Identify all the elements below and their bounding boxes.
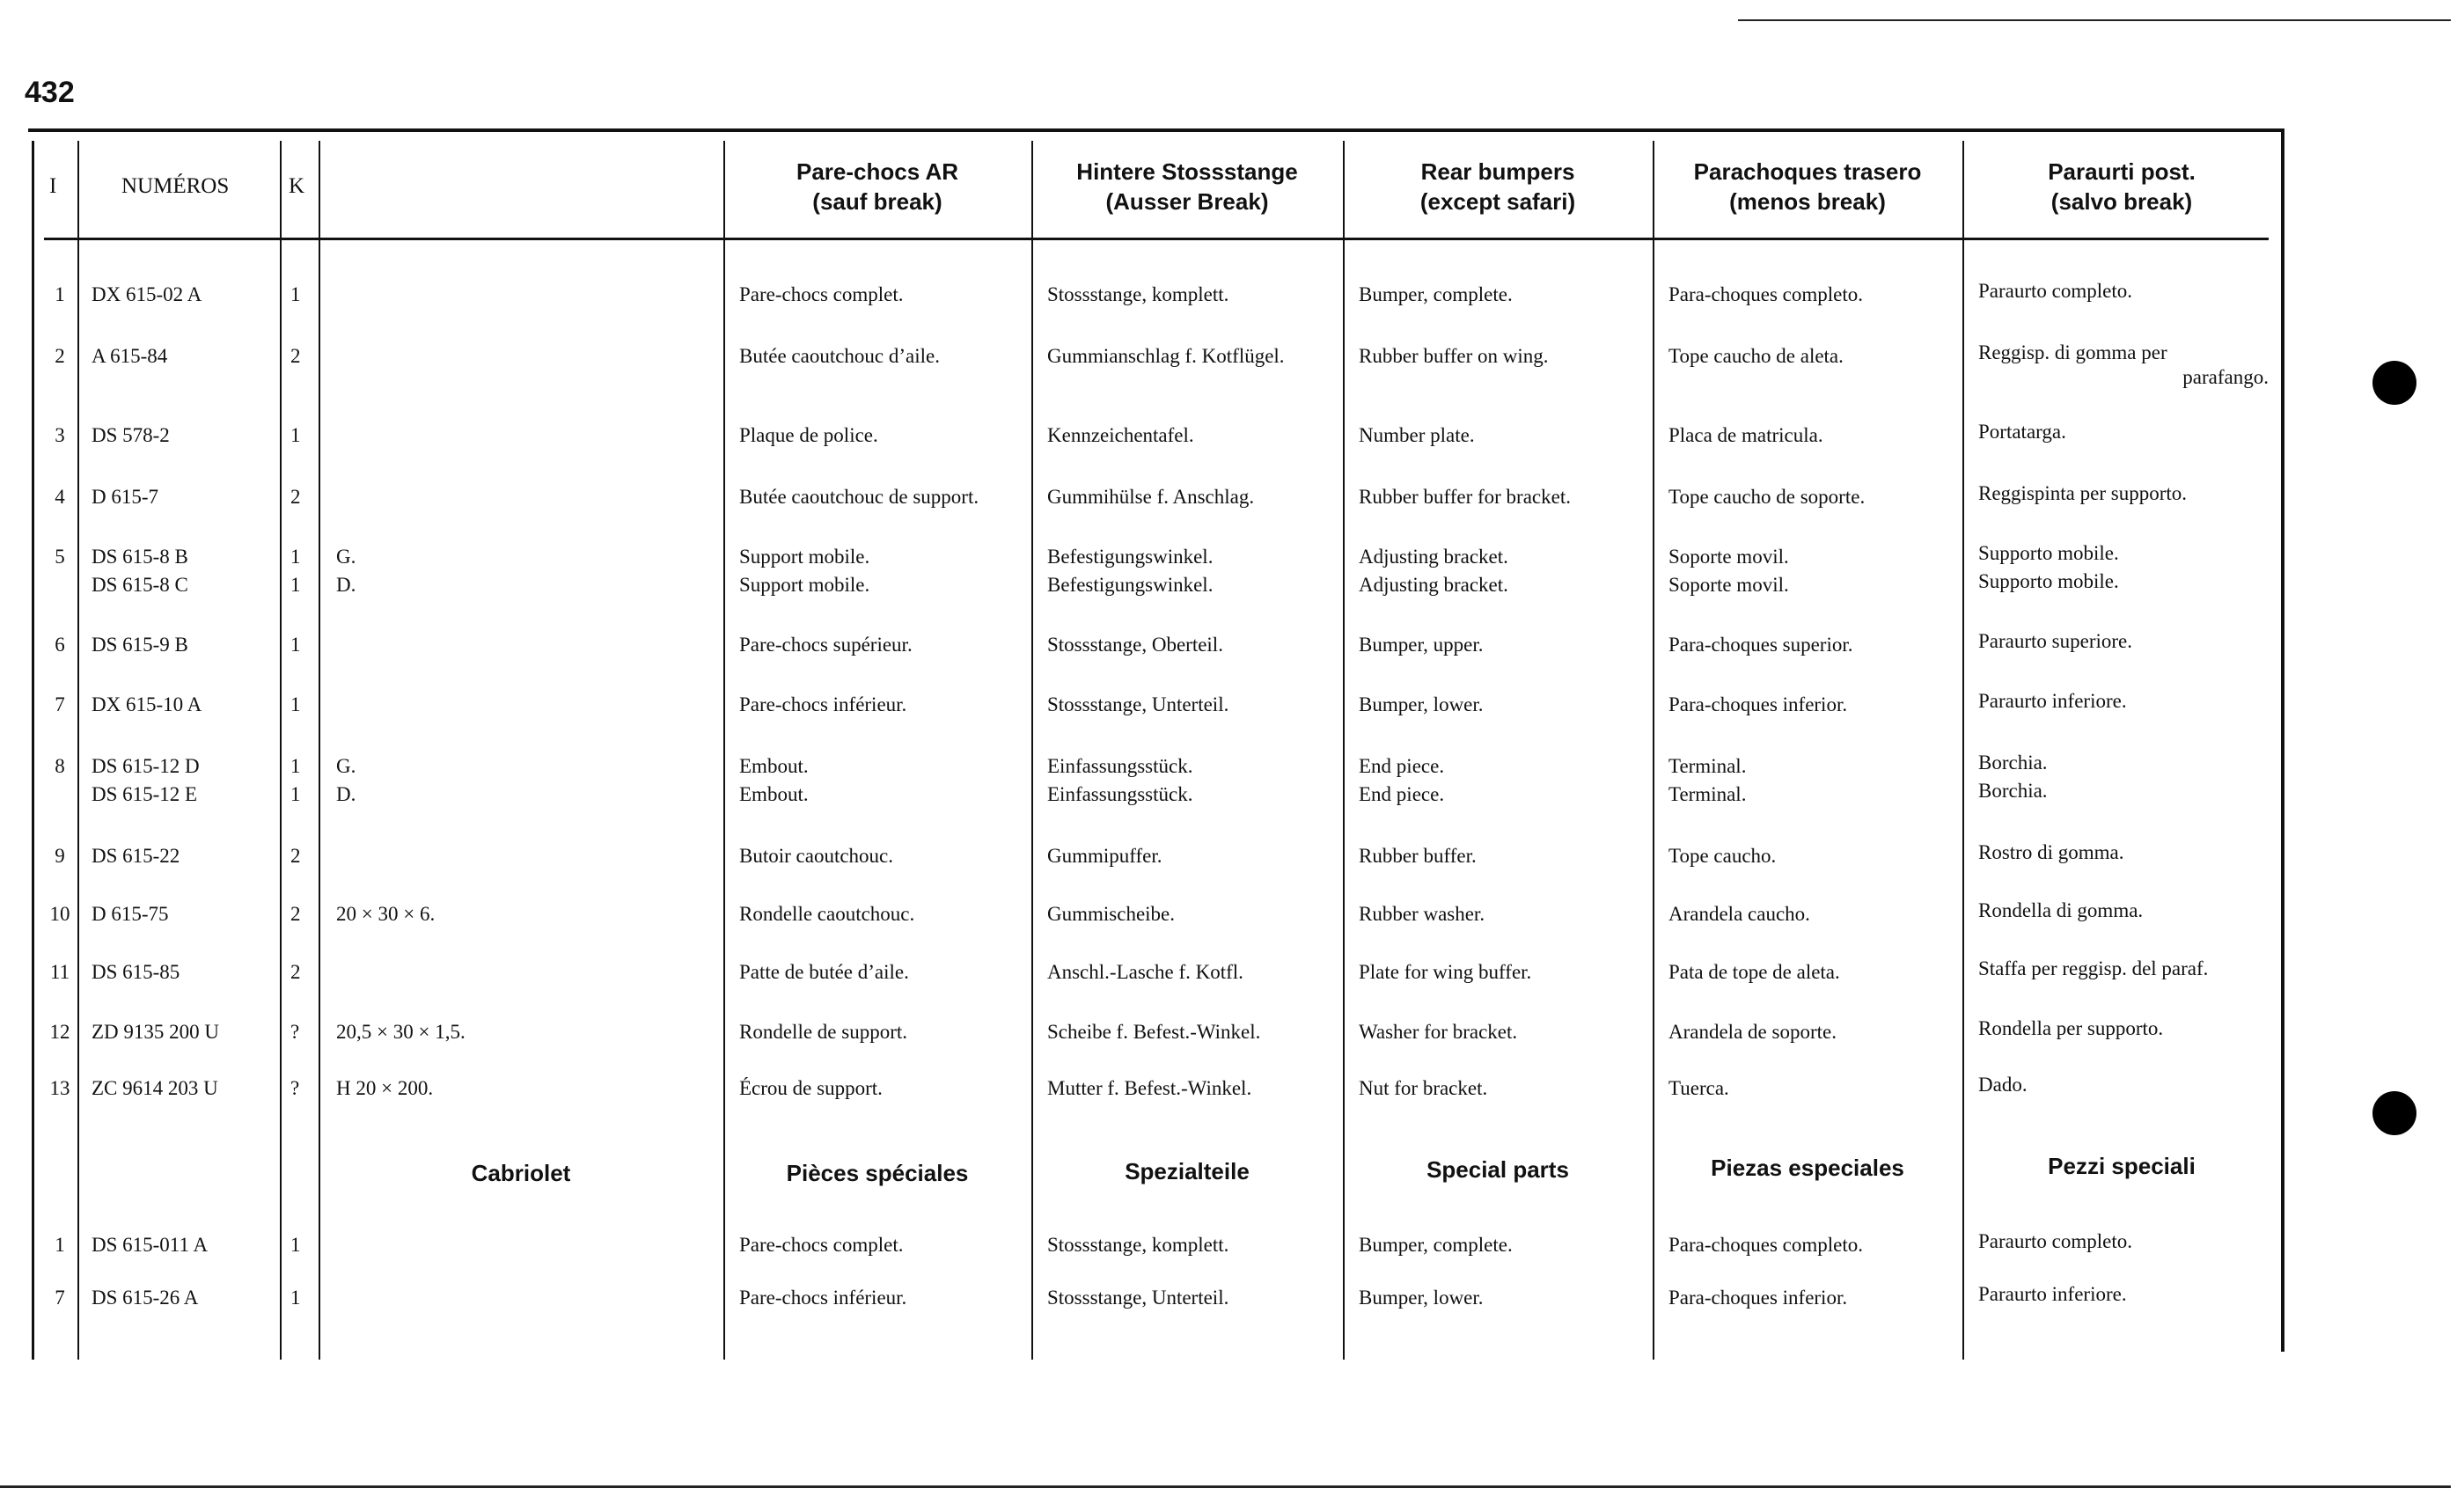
col-line-left <box>32 141 34 1360</box>
cell-fr: Embout. <box>739 755 809 777</box>
cell-fr: Embout. <box>739 783 809 805</box>
cell-it: Paraurto superiore. <box>1978 630 2132 652</box>
cell-it: Reggispinta per supporto. <box>1978 482 2187 504</box>
cell-note: 20,5 × 30 × 1,5. <box>336 1021 466 1043</box>
cell-note: D. <box>336 783 356 805</box>
cell-num: D 615-75 <box>92 903 169 925</box>
header-numeros: NUMÉROS <box>121 174 230 198</box>
section-german: Spezialteile <box>1125 1158 1250 1184</box>
cell-i: 12 <box>49 1021 70 1043</box>
cell-en: Rubber buffer on wing. <box>1359 345 1549 367</box>
cell-de: Gummianschlag f. Kotflügel. <box>1047 345 1285 367</box>
cell-de: Befestigungswinkel. <box>1047 574 1214 596</box>
cell-de: Stossstange, Oberteil. <box>1047 634 1223 656</box>
cell-i: 4 <box>55 486 65 508</box>
header-english <box>1345 157 1651 216</box>
punch-hole-bottom <box>2372 1091 2416 1135</box>
header-spanish-line2: (menos break) <box>1729 188 1886 215</box>
header-german-line2: (Ausser Break) <box>1105 188 1269 215</box>
section-cell-k: 1 <box>290 1287 301 1309</box>
cell-i: 6 <box>55 634 65 656</box>
cell-it: Paraurto completo. <box>1978 280 2133 302</box>
cell-en: Rubber buffer for bracket. <box>1359 486 1571 508</box>
cell-num: DS 578-2 <box>92 424 170 446</box>
cell-es: Para-choques superior. <box>1668 634 1853 656</box>
cell-es: Para-choques completo. <box>1668 283 1863 305</box>
cell-i: 3 <box>55 424 65 446</box>
cell-note: G. <box>336 546 356 568</box>
section-english: Special parts <box>1426 1156 1569 1183</box>
cell-k: 1 <box>290 634 301 656</box>
cell-num: A 615-84 <box>92 345 168 367</box>
section-cell-fr: Pare-chocs inférieur. <box>739 1287 907 1309</box>
cell-k: 1 <box>290 546 301 568</box>
section-cabriolet: Cabriolet <box>471 1160 571 1186</box>
cell-en: Adjusting bracket. <box>1359 546 1508 568</box>
cell-i: 7 <box>55 693 65 715</box>
cell-k: ? <box>290 1021 300 1043</box>
cell-num: ZD 9135 200 U <box>92 1021 220 1043</box>
cell-k: 2 <box>290 486 301 508</box>
cell-fr: Pare-chocs inférieur. <box>739 693 907 715</box>
cell-en: Plate for wing buffer. <box>1359 961 1532 983</box>
header-i: I <box>49 174 57 198</box>
header-spanish <box>1654 157 1961 216</box>
section-french: Pièces spéciales <box>786 1160 969 1186</box>
section-cell-it: Paraurto inferiore. <box>1978 1283 2127 1305</box>
cell-it: Portatarga. <box>1978 421 2066 443</box>
header-rule <box>44 238 2269 240</box>
section-spanish: Piezas especiales <box>1711 1155 1904 1181</box>
section-cell-es: Para-choques completo. <box>1668 1234 1863 1256</box>
cell-en: Washer for bracket. <box>1359 1021 1518 1043</box>
cell-note: D. <box>336 574 356 596</box>
cell-en: End piece. <box>1359 755 1445 777</box>
header-french <box>725 157 1030 216</box>
section-cell-en: Bumper, lower. <box>1359 1287 1484 1309</box>
cell-de: Einfassungsstück. <box>1047 783 1193 805</box>
header-french-line2: (sauf break) <box>812 188 942 215</box>
cell-es: Soporte movil. <box>1668 546 1789 568</box>
cell-i: 13 <box>49 1077 70 1099</box>
cell-de: Gummipuffer. <box>1047 845 1162 867</box>
punch-hole-top <box>2372 361 2416 405</box>
cell-en: Bumper, complete. <box>1359 283 1513 305</box>
cell-k: 2 <box>290 845 301 867</box>
header-german-line1: Hintere Stossstange <box>1076 158 1298 185</box>
cell-it: Rostro di gomma. <box>1978 841 2124 863</box>
cell-es: Tuerca. <box>1668 1077 1729 1099</box>
cell-num: DS 615-85 <box>92 961 180 983</box>
table-frame-right <box>2281 128 2284 1352</box>
cell-num: DS 615-9 B <box>92 634 188 656</box>
section-cell-num: DS 615-011 A <box>92 1234 209 1256</box>
cell-de: Kennzeichentafel. <box>1047 424 1194 446</box>
section-cell-i: 7 <box>55 1287 65 1309</box>
cell-fr: Rondelle caoutchouc. <box>739 903 915 925</box>
cell-de: Gummischeibe. <box>1047 903 1175 925</box>
cell-k: ? <box>290 1077 300 1099</box>
cell-num: ZC 9614 203 U <box>92 1077 218 1099</box>
cell-en: Bumper, upper. <box>1359 634 1484 656</box>
section-cell-de: Stossstange, Unterteil. <box>1047 1287 1229 1309</box>
section-cell-fr: Pare-chocs complet. <box>739 1234 904 1256</box>
cell-es: Arandela caucho. <box>1668 903 1810 925</box>
cell-de: Befestigungswinkel. <box>1047 546 1214 568</box>
cell-note: G. <box>336 755 356 777</box>
header-english-line2: (except safari) <box>1419 188 1576 215</box>
cell-it: Dado. <box>1978 1074 2028 1096</box>
cell-de: Stossstange, Unterteil. <box>1047 693 1229 715</box>
section-cell-es: Para-choques inferior. <box>1668 1287 1848 1309</box>
cell-en: Rubber washer. <box>1359 903 1485 925</box>
cell-es: Tope caucho. <box>1668 845 1777 867</box>
cell-fr: Écrou de support. <box>739 1077 883 1099</box>
cell-es: Tope caucho de soporte. <box>1668 486 1866 508</box>
header-k: K <box>289 174 305 198</box>
cell-note: 20 × 30 × 6. <box>336 903 436 925</box>
cell-num: DS 615-8 B <box>92 546 188 568</box>
section-cell-k: 1 <box>290 1234 301 1256</box>
col-line-i <box>77 141 79 1360</box>
cell-es: Soporte movil. <box>1668 574 1789 596</box>
cell-k: 2 <box>290 961 301 983</box>
cell-k: 1 <box>290 693 301 715</box>
cell-en: Adjusting bracket. <box>1359 574 1508 596</box>
cell-k: 1 <box>290 755 301 777</box>
cell-num: DS 615-8 C <box>92 574 188 596</box>
cell-es: Tope caucho de aleta. <box>1668 345 1844 367</box>
cell-num: DS 615-12 E <box>92 783 198 805</box>
cell-fr: Plaque de police. <box>739 424 878 446</box>
cell-de: Stossstange, komplett. <box>1047 283 1229 305</box>
cell-it: Staffa per reggisp. del paraf. <box>1978 957 2209 979</box>
cell-es: Terminal. <box>1668 755 1747 777</box>
cell-num: DS 615-12 D <box>92 755 200 777</box>
header-english-line1: Rear bumpers <box>1420 158 1575 185</box>
cell-it: Borchia. <box>1978 780 2048 802</box>
cell-k: 1 <box>290 424 301 446</box>
cell-num: DX 615-10 A <box>92 693 202 715</box>
cell-de: Scheibe f. Befest.-Winkel. <box>1047 1021 1261 1043</box>
cell-fr: Pare-chocs supérieur. <box>739 634 913 656</box>
cell-i: 11 <box>49 961 70 983</box>
cell-de: Gummihülse f. Anschlag. <box>1047 486 1255 508</box>
section-cell-num: DS 615-26 A <box>92 1287 199 1309</box>
cell-k: 2 <box>290 345 301 367</box>
section-cell-de: Stossstange, komplett. <box>1047 1234 1229 1256</box>
cell-it: Supporto mobile. <box>1978 542 2119 564</box>
cell-es: Arandela de soporte. <box>1668 1021 1837 1043</box>
cell-it: Supporto mobile. <box>1978 570 2119 592</box>
cell-i: 5 <box>55 546 65 568</box>
cell-de: Mutter f. Befest.-Winkel. <box>1047 1077 1252 1099</box>
cell-it: Rondella per supporto. <box>1978 1017 2164 1039</box>
cell-fr: Pare-chocs complet. <box>739 283 904 305</box>
page-number: 432 <box>25 76 75 109</box>
cell-es: Terminal. <box>1668 783 1747 805</box>
cell-es: Para-choques inferior. <box>1668 693 1848 715</box>
cell-en: Number plate. <box>1359 424 1475 446</box>
cell-fr: Butée caoutchouc d’aile. <box>739 345 940 367</box>
cell-k: 1 <box>290 783 301 805</box>
section-italian: Pezzi speciali <box>2048 1153 2196 1179</box>
section-cell-i: 1 <box>55 1234 65 1256</box>
section-cell-it: Paraurto completo. <box>1978 1230 2133 1252</box>
cell-i: 2 <box>55 345 65 367</box>
cell-de: Anschl.-Lasche f. Kotfl. <box>1047 961 1243 983</box>
cell-fr: Butée caoutchouc de support. <box>739 486 979 508</box>
cell-note: H 20 × 200. <box>336 1077 434 1099</box>
cell-fr: Support mobile. <box>739 574 870 596</box>
cell-it: Paraurto inferiore. <box>1978 690 2127 712</box>
cell-en: Bumper, lower. <box>1359 693 1484 715</box>
cell-de: Einfassungsstück. <box>1047 755 1193 777</box>
cell-fr: Support mobile. <box>739 546 870 568</box>
cell-es: Placa de matricula. <box>1668 424 1823 446</box>
cell-num: DX 615-02 A <box>92 283 202 305</box>
header-italian-line1: Paraurti post. <box>2048 158 2196 185</box>
cell-it: Borchia. <box>1978 752 2048 774</box>
cell-en: Nut for bracket. <box>1359 1077 1488 1099</box>
cell-k: 1 <box>290 574 301 596</box>
cell-fr: Butoir caoutchouc. <box>739 845 894 867</box>
cell-num: DS 615-22 <box>92 845 180 867</box>
top-rule <box>1738 19 2451 21</box>
cell-en: End piece. <box>1359 783 1445 805</box>
cell-es: Pata de tope de aleta. <box>1668 961 1840 983</box>
cell-i: 8 <box>55 755 65 777</box>
cell-en: Rubber buffer. <box>1359 845 1477 867</box>
cell-num: D 615-7 <box>92 486 159 508</box>
cell-k: 2 <box>290 903 301 925</box>
col-line-num <box>280 141 282 1360</box>
cell-it: Rondella di gomma. <box>1978 899 2144 921</box>
header-spanish-line1: Parachoques trasero <box>1693 158 1922 185</box>
cell-k: 1 <box>290 283 301 305</box>
bottom-rule <box>0 1485 2451 1488</box>
header-german <box>1033 157 1341 216</box>
cell-fr: Rondelle de support. <box>739 1021 907 1043</box>
cell-i: 9 <box>55 845 65 867</box>
header-italian-line2: (salvo break) <box>2050 188 2193 215</box>
cell-i: 10 <box>49 903 70 925</box>
cell-i: 1 <box>55 283 65 305</box>
cell-it-continued: parafango. <box>2182 366 2269 388</box>
section-cell-en: Bumper, complete. <box>1359 1234 1513 1256</box>
header-french-line1: Pare-chocs AR <box>796 158 958 185</box>
cell-it: Reggisp. di gomma per <box>1978 341 2167 363</box>
cell-fr: Patte de butée d’aile. <box>739 961 909 983</box>
header-italian <box>1964 157 2279 216</box>
